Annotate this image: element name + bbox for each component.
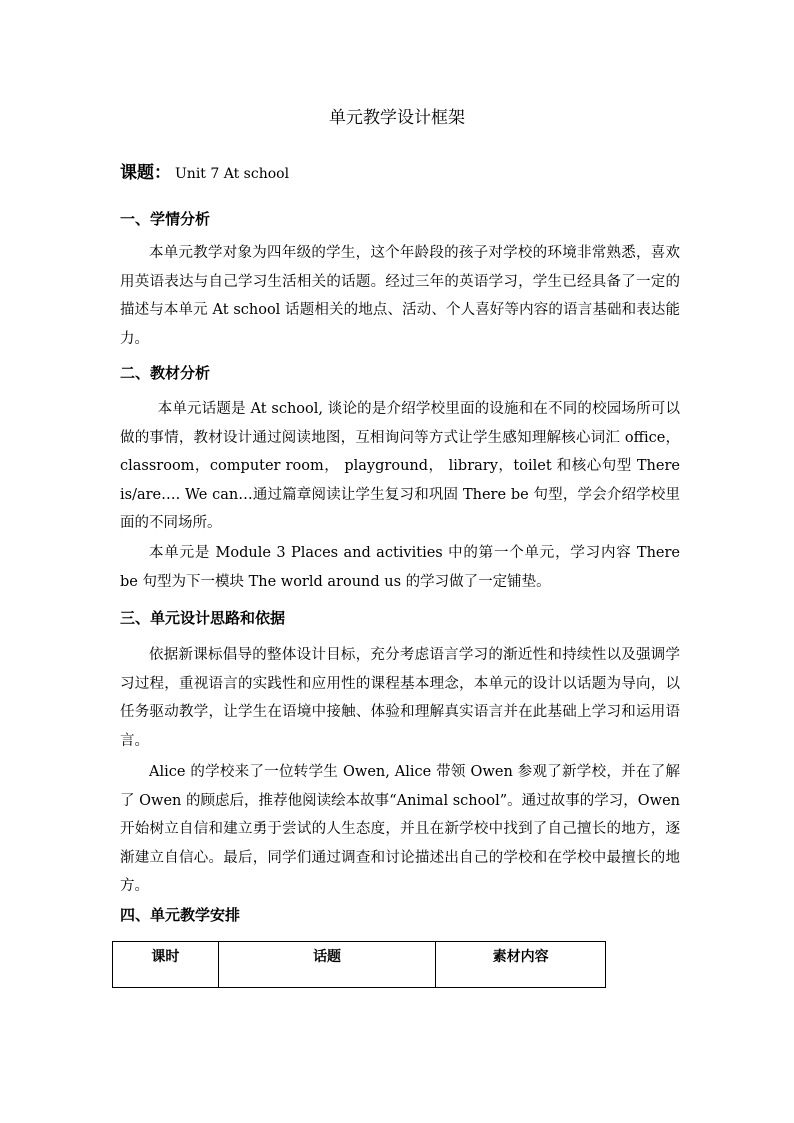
topic-value: Unit 7 At school xyxy=(175,166,290,182)
section-heading-teaching-schedule: 四、单元教学安排 xyxy=(120,906,241,924)
table-header-materials: 素材内容 xyxy=(436,942,606,988)
design-rationale-paragraph-2: Alice 的学校来了一位转学生 Owen, Alice 带领 Owen 参观了新学校，并在了解了 Owen 的顾虑后，推荐他阅读绘本故事“Animal school”。通过故事的学习，Owen 开始树立自信和建立勇于尝试的人生态度，并且在新学校中找到了自己擅长的地方，逐渐建立自信心。最后，同学们通过调查和讨论描述出自己的学校和在学校中最擅长的地方。 xyxy=(120,764,680,894)
table-header-topic: 话题 xyxy=(218,942,436,988)
textbook-analysis-paragraph-2: 本单元是 Module 3 Places and activities 中的第一个单元，学习内容 There be 句型为下一模块 The world around us 的学习做了一定铺垫。 xyxy=(120,545,680,590)
table-header-period: 课时 xyxy=(113,942,219,988)
teaching-schedule-table xyxy=(112,941,606,988)
section-heading-textbook-analysis: 二、教材分析 xyxy=(120,364,211,382)
section-heading-design-rationale: 三、单元设计思路和依据 xyxy=(120,609,286,627)
design-rationale-paragraph-1: 依据新课标倡导的整体设计目标，充分考虑语言学习的渐近性和持续性以及强调学习过程，重视语言的实践性和应用性的课程基本理念，本单元的设计以话题为导向，以任务驱动教学，让学生在语境中接触、体验和理解真实语言并在此基础上学习和运用语言。 xyxy=(120,647,680,749)
topic-label: 课题： xyxy=(120,163,171,183)
learner-analysis-paragraph: 本单元教学对象为四年级的学生，这个年龄段的孩子对学校的环境非常熟悉，喜欢用英语表达与自己学习生活相关的话题。经过三年的英语学习，学生已经具备了一定的描述与本单元 At school 话题相关的地点、活动、个人喜好等内容的语言基础和表达能力。 xyxy=(120,245,680,347)
topic-line xyxy=(120,162,289,185)
document-title: 单元教学设计框架 xyxy=(329,108,465,128)
table-header-row xyxy=(113,942,606,988)
textbook-analysis-paragraph-1: 本单元话题是 At school, 谈论的是介绍学校里面的设施和在不同的校园场所可以做的事情，教材设计通过阅读地图，互相询问等方式让学生感知理解核心词汇 office，classroom，computer room， playground， library，toilet 和核心句型 There is/are…. We can…通过篇章阅读让学生复习和巩固 There be 句型，学会介绍学校里面的不同场所。 xyxy=(120,401,680,531)
section-heading-learner-analysis: 一、学情分析 xyxy=(120,210,211,228)
